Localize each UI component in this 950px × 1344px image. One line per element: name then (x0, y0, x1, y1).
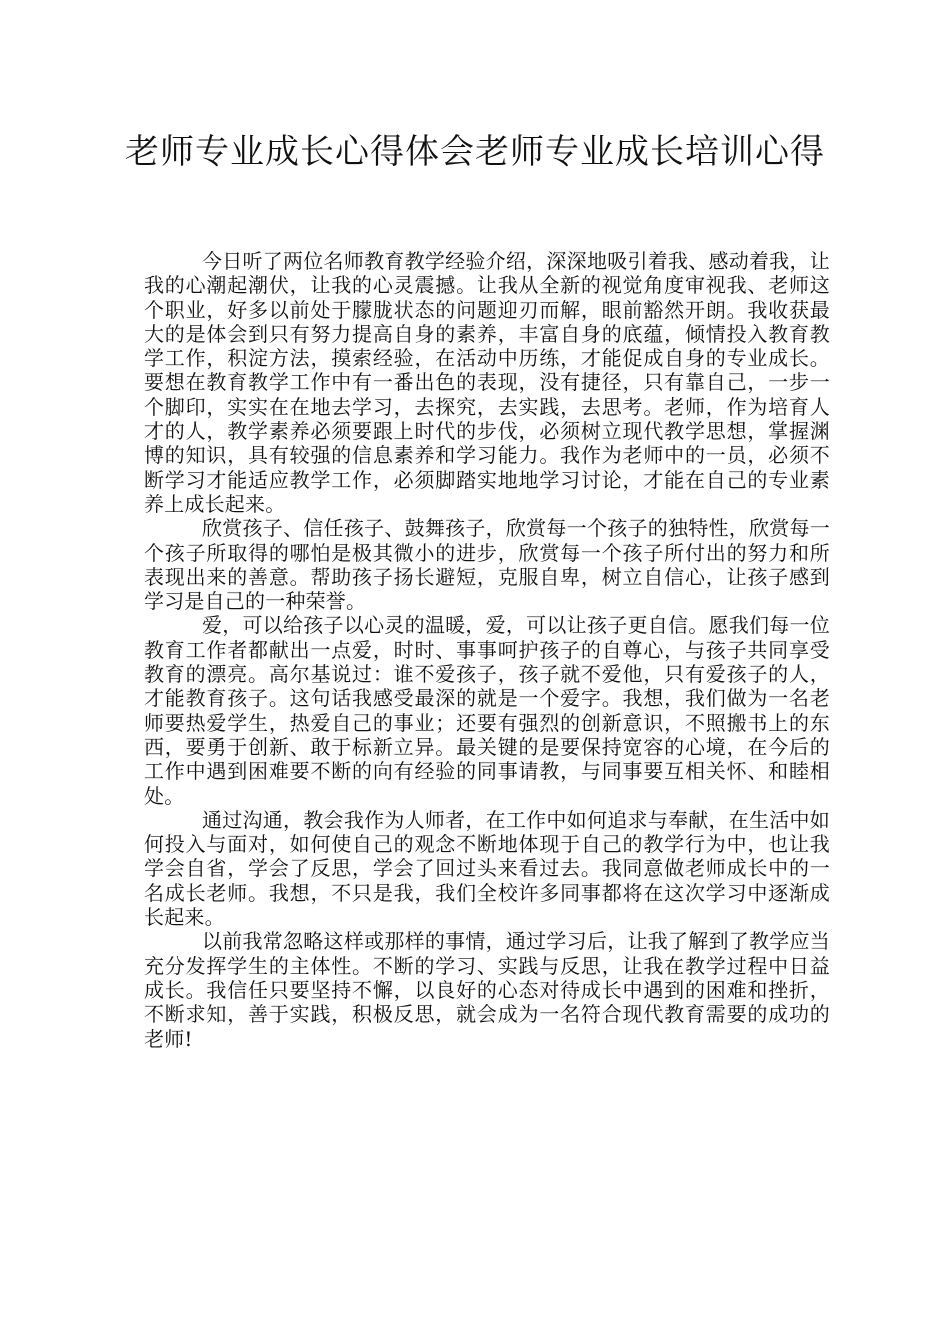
paragraph-5: 以前我常忽略这样或那样的事情，通过学习后，让我了解到了教学应当充分发挥学生的主体性。不断的学习、实践与反思，让我在教学过程中日益成长。我信任只要坚持不懈，以良好的心态对待成长中遇到的困难和挫折，不断求知，善于实践，积极反思，就会成为一名符合现代教育需要的成功的老师! (144, 929, 830, 1051)
document-body (144, 249, 830, 1051)
paragraph-4: 通过沟通，教会我作为人师者，在工作中如何追求与奉献，在生活中如何投入与面对，如何使自己的观念不断地体现于自己的教学行为中，也让我学会自省，学会了反思，学会了回过头来看过去。我同意做老师成长中的一名成长老师。我想，不只是我，我们全校许多同事都将在这次学习中逐渐成长起来。 (144, 807, 830, 930)
paragraph-2: 欣赏孩子、信任孩子、鼓舞孩子，欣赏每一个孩子的独特性，欣赏每一个孩子所取得的哪怕是极其微小的进步，欣赏每一个孩子所付出的努力和所表现出来的善意。帮助孩子扬长避短，克服自卑，树立自信心，让孩子感到学习是自己的一种荣誉。 (144, 516, 830, 614)
document-title: 老师专业成长心得体会老师专业成长培训心得 (125, 132, 825, 172)
paragraph-1: 今日听了两位名师教育教学经验介绍，深深地吸引着我、感动着我，让我的心潮起潮伏，让我的心灵震撼。让我从全新的视觉角度审视我、老师这个职业，好多以前处于朦胧状态的问题迎刃而解，眼前豁然开朗。我收获最大的是体会到只有努力提高自身的素养，丰富自身的底蕴，倾情投入教育教学工作，积淀方法，摸索经验，在活动中历练，才能促成自身的专业成长。要想在教育教学工作中有一番出色的表现，没有捷径，只有靠自己，一步一个脚印，实实在在地去学习，去探究，去实践，去思考。老师，作为培育人才的人，教学素养必须要跟上时代的步伐，必须树立现代教学思想，掌握渊博的知识，具有较强的信息素养和学习能力。我作为老师中的一员，必须不断学习才能适应教学工作，必须脚踏实地地学习讨论，才能在自己的专业素养上成长起来。 (144, 249, 830, 516)
paragraph-3: 爱，可以给孩子以心灵的温暖，爱，可以让孩子更自信。愿我们每一位教育工作者都献出一点爱，时时、事事呵护孩子的自尊心，与孩子共同享受教育的漂亮。高尔基说过：谁不爱孩子，孩子就不爱他，只有爱孩子的人，才能教育孩子。这句话我感受最深的就是一个爱字。我想，我们做为一名老师要热爱学生，热爱自己的事业；还要有强烈的创新意识，不照搬书上的东西，要勇于创新、敢于标新立异。最关键的是要保持宽容的心境，在今后的工作中遇到困难要不断的向有经验的同事请教，与同事要互相关怀、和睦相处。 (144, 613, 830, 808)
